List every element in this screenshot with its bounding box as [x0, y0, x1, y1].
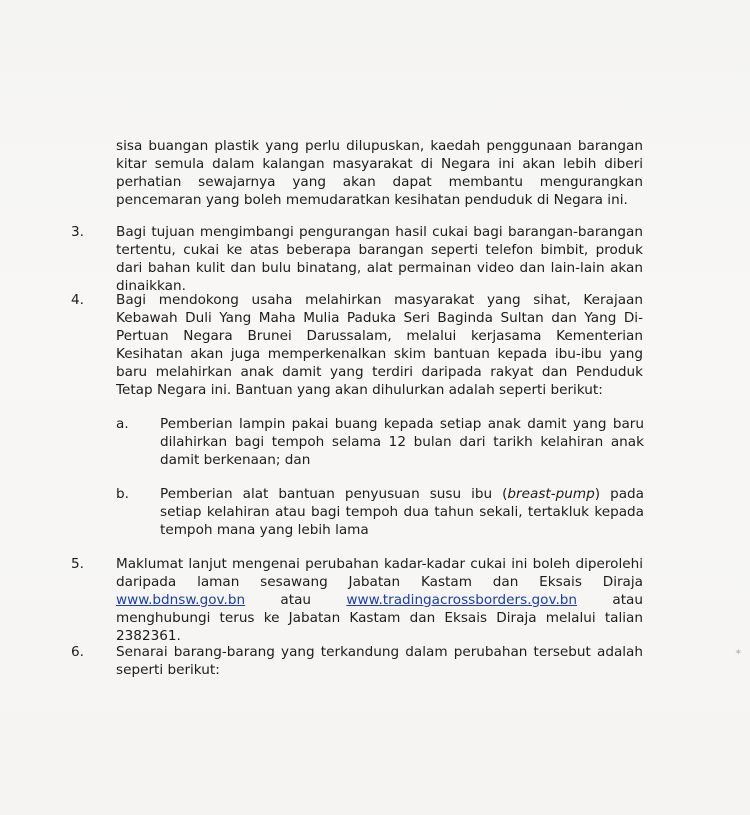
paragraph-5: [116, 555, 643, 645]
paragraph-number-6: 6.: [71, 644, 84, 660]
scan-mark: ✶: [734, 648, 742, 658]
paragraph-6-text: Senarai barang-barang yang terkandung dalam perubahan tersebut adalah seperti berikut:: [116, 644, 643, 678]
paragraph-number-4: 4.: [71, 292, 84, 308]
paragraph-5-text-2: atau: [245, 592, 347, 608]
paragraph-5-text-1: Maklumat lanjut mengenai perubahan kadar-kadar cukai ini boleh diperolehi daripada laman sesawang Jabatan Kastam dan Eksais Diraja: [116, 556, 643, 590]
paragraph-3-text: Bagi tujuan mengimbangi pengurangan hasil cukai bagi barangan-barangan tertentu, cukai ke atas beberapa barangan seperti telefon bimbit, produk dari bahan kulit dan bulu binatang, alat permainan video dan lain-lain akan dinaikkan.: [116, 224, 643, 294]
tradingacrossborders-link[interactable]: www.tradingacrossborders.gov.bn: [346, 592, 578, 608]
paragraph-number-3: 3.: [71, 224, 84, 240]
intro-paragraph: [116, 137, 643, 209]
paragraph-3: [116, 223, 643, 295]
paragraph-6: [116, 643, 643, 679]
paragraph-4: [116, 291, 643, 399]
sub-item-b-letter: b.: [116, 486, 129, 502]
sub-item-a: [160, 415, 644, 469]
sub-item-a-letter: a.: [116, 416, 129, 432]
intro-text: sisa buangan plastik yang perlu dilupuskan, kaedah penggunaan barangan kitar semula dalam kalangan masyarakat di Negara ini akan lebih diberi perhatian sewajarnya yang akan dapat membantu mengurangkan pencemaran yang boleh memudaratkan kesihatan penduduk di Negara ini.: [116, 138, 643, 208]
paragraph-5-text: [116, 555, 643, 645]
sub-item-b-text-after: ) pada setiap kelahiran atau bagi tempoh dua tahun sekali, tertakluk kepada tempoh mana yang lebih lama: [160, 486, 644, 538]
paragraph-5-text-3: atau menghubungi terus ke Jabatan Kastam dan Eksais Diraja melalui talian 2382361.: [116, 592, 643, 644]
sub-item-b-italic-term: breast-pump: [507, 486, 595, 502]
paragraph-4-text: Bagi mendokong usaha melahirkan masyarakat yang sihat, Kerajaan Kebawah Duli Yang Maha Mulia Paduka Seri Baginda Sultan dan Yang Di-Pertuan Negara Brunei Darussalam, melalui kerjasama Kementerian Kesihatan akan juga memperkenalkan skim bantuan kepada ibu-ibu yang baru melahirkan anak damit yang terdiri daripada rakyat dan Penduduk Tetap Negara ini. Bantuan yang akan dihulurkan adalah seperti berikut:: [116, 292, 643, 398]
sub-item-b-text: [160, 485, 644, 539]
bdnsw-link[interactable]: www.bdnsw.gov.bn: [116, 592, 246, 608]
sub-item-b: [160, 485, 644, 539]
sub-item-b-text-before: Pemberian alat bantuan penyusuan susu ibu (: [160, 486, 508, 502]
paragraph-number-5: 5.: [71, 556, 84, 572]
sub-item-a-text: Pemberian lampin pakai buang kepada setiap anak damit yang baru dilahirkan bagi tempoh selama 12 bulan dari tarikh kelahiran anak damit berkenaan; dan: [160, 416, 644, 468]
